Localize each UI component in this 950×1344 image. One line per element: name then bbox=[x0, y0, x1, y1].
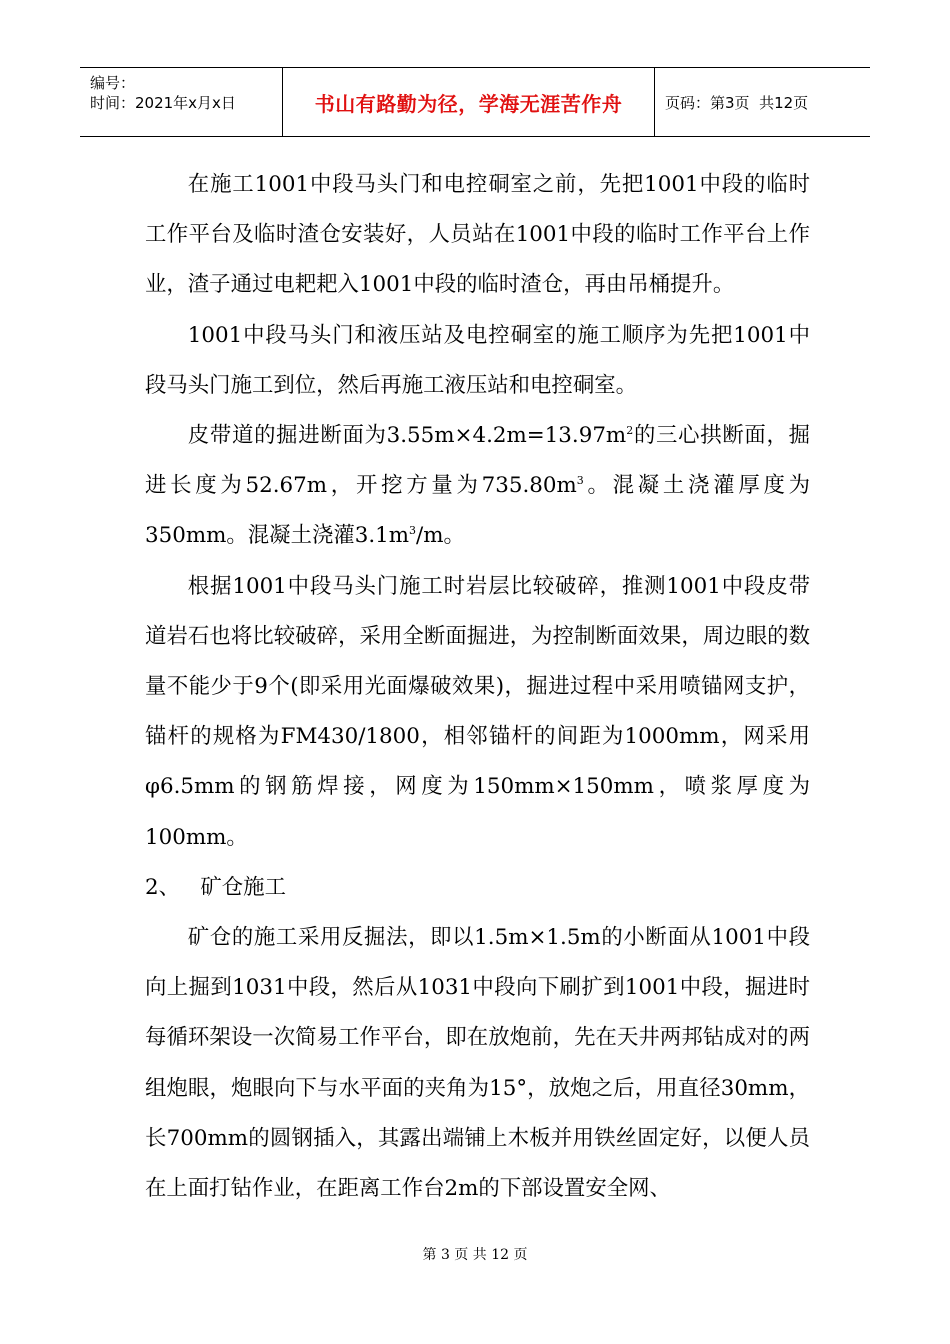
header-meta bbox=[80, 68, 283, 136]
paragraph-3-part-d: /m。 bbox=[416, 523, 465, 549]
page-header bbox=[80, 67, 870, 137]
header-page-info: 页码：第3页 共12页 bbox=[665, 93, 809, 112]
superscript-3a: 3 bbox=[576, 474, 584, 488]
paragraph-3-part-b: 的三心拱断面，掘进长度为52.67m，开挖方量为735.80m bbox=[145, 423, 810, 499]
section-heading-2: 2、 矿仓施工 bbox=[145, 874, 286, 900]
superscript-3b: 3 bbox=[409, 524, 417, 538]
paragraph-1: 在施工1001中段马头门和电控硐室之前，先把1001中段的临时工作平台及临时渣仓安装好，人员站在1001中段的临时工作平台上作业，渣子通过电耙耙入1001中段的临时渣仓，再由吊桶提升。 bbox=[145, 172, 810, 298]
superscript-2: 2 bbox=[626, 423, 634, 437]
document-time-label: 时间：2021年x月x日 bbox=[90, 94, 236, 112]
document-body bbox=[145, 160, 810, 1214]
page-footer: 第 3 页 共 12 页 bbox=[422, 1247, 528, 1263]
paragraph-3-part-a: 皮带道的掘进断面为3.55m×4.2m=13.97m bbox=[187, 423, 627, 449]
document-number-label: 编号： bbox=[90, 74, 136, 92]
paragraph-3-part-c: 。混凝土浇灌厚度为350mm。混凝土浇灌3.1m bbox=[145, 473, 810, 549]
header-motto: 书山有路勤为径，学海无涯苦作舟 bbox=[283, 68, 655, 136]
paragraph-3 bbox=[145, 411, 810, 562]
paragraph-4: 根据1001中段马头门施工时岩层比较破碎，推测1001中段皮带道岩石也将比较破碎，采用全断面掘进，为控制断面效果，周边眼的数量不能少于9个(即采用光面爆破效果)，掘进过程中采用喷锚网支护，锚杆的规格为FM430/1800，相邻锚杆的间距为1000mm，网采用 φ6.5mm的钢筋焊接，网度为150mm×150mm，喷浆厚度为100mm。 bbox=[145, 573, 810, 850]
paragraph-2: 1001中段马头门和液压站及电控硐室的施工顺序为先把1001中段马头门施工到位，然后再施工液压站和电控硐室。 bbox=[145, 322, 810, 398]
paragraph-5: 矿仓的施工采用反掘法，即以1.5m×1.5m的小断面从1001中段向上掘到1031中段，然后从1031中段向下刷扩到1001中段，掘进时每循环架设一次简易工作平台，即在放炮前，先在天井两邦钻成对的两组炮眼，炮眼向下与水平面的夹角为15°，放炮之后，用直径30mm，长700mm的圆钢插入，其露出端铺上木板并用铁丝固定好，以便人员在上面打钻作业，在距离工作台2m的下部设置安全网、 bbox=[145, 925, 810, 1202]
